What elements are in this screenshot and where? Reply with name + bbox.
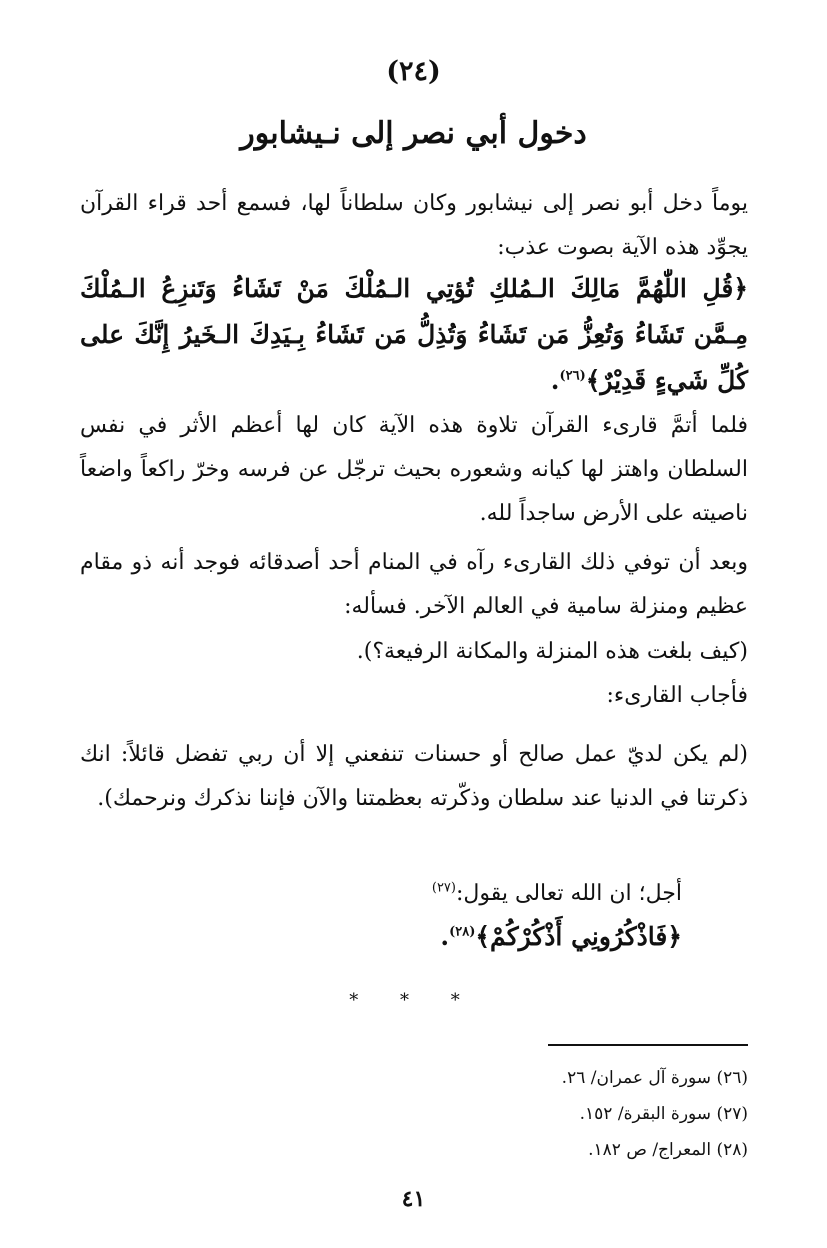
section-separator: * * *: [349, 990, 478, 1011]
paragraph-3: وبعد أن توفي ذلك القارىء رآه في المنام أحد أصدقائه فوجد أنه ذو مقام عظيم ومنزلة سامية في العالم الآخر. فسأله:: [80, 550, 748, 619]
footnote-divider: [548, 1044, 748, 1046]
quote-intro-text: أجل؛ ان الله تعالى يقول:: [456, 881, 682, 906]
chapter-number: (٢٤): [386, 56, 441, 87]
quran-verse-1: [80, 266, 748, 404]
question-line: (كيف بلغت هذه المنزلة والمكانة الرفيعة؟).: [356, 639, 748, 664]
footnote-ref-27: (٢٧): [431, 880, 456, 896]
quran-verse-1-trail: .: [550, 366, 560, 395]
paragraph-4: (لم يكن لديّ عمل صالح أو حسنات تنفعني إلا أن ربي تفضل قائلاً: انك ذكرتنا في الدنيا عند سلطان وذكّرته بعظمتنا والآن فإننا نذكرك ونرحمك).: [80, 742, 748, 811]
chapter-title: دخول أبي نصر إلى نـيشابور: [240, 116, 587, 151]
footnote-ref-28: (٢٨): [449, 924, 476, 940]
page-number: ٤١: [401, 1186, 426, 1212]
quran-verse-2-text: ﴿فَاذْكُرُونِي أَذْكُرْكُمْ﴾: [475, 922, 682, 951]
paragraph-1: يوماً دخل أبو نصر إلى نيشابور وكان سلطاناً لها، فسمع أحد قراء القرآن يجوِّد هذه الآية بصوت عذب:: [80, 191, 748, 260]
footnote-28: (٢٨) المعراج/ ص ١٨٢.: [588, 1140, 748, 1160]
paragraph-2: فلما أتمَّ قارىء القرآن تلاوة هذه الآية كان لها أعظم الأثر في نفس السلطان واهتز لها كيانه وشعوره بحيث ترجّل عن فرسه وخرّ راكعاً واضعاً ناصيته على الأرض ساجداً لله.: [80, 413, 748, 526]
quran-verse-1-text: ﴿قُلِ اللّٰهُمَّ مَالِكَ الـمُلكِ تُؤتِي الـمُلْكَ مَنْ تَشَاءُ وَتَنزِعُ الـمُلْكَ مِـمَّن تَشَاءُ وَتُعِزُّ مَن تَشَاءُ وَتُذِلُّ مَن تَشَاءُ بِـيَدِكَ الـخَيرُ إِنَّكَ على كُلِّ شَيءٍ قَدِيْرٌ﴾: [80, 274, 748, 395]
footnote-27: (٢٧) سورة البقرة/ ١٥٢.: [579, 1104, 748, 1124]
quran-verse-2-trail: .: [440, 922, 450, 951]
footnotes: [448, 1060, 748, 1168]
quote-intro: [432, 872, 682, 916]
answer-intro-line: فأجاب القارىء:: [606, 683, 748, 708]
footnote-26: (٢٦) سورة آل عمران/ ٢٦.: [561, 1068, 748, 1088]
footnote-ref-26: (٢٦): [559, 368, 586, 384]
quran-verse-2: [440, 914, 682, 960]
